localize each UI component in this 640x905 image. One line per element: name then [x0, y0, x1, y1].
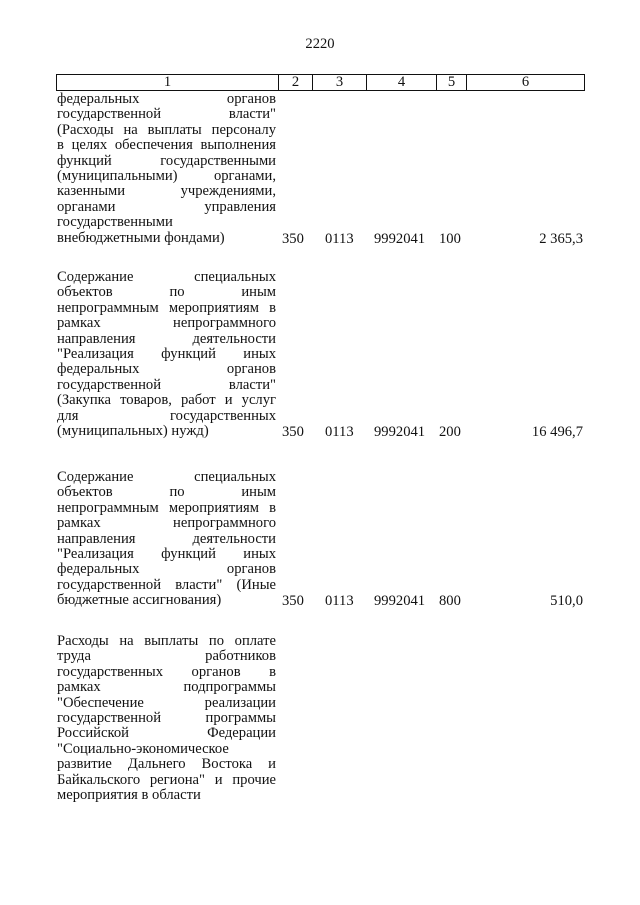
- row-description: [57, 634, 276, 803]
- description-line: "Социально-экономическое: [57, 740, 229, 757]
- row-column-4: 9992041: [374, 424, 426, 440]
- description-line: Содержание специальных: [57, 269, 276, 285]
- description-line: функций государственными: [57, 152, 276, 169]
- row-column-2: 350: [282, 593, 304, 610]
- description-line: казенными учреждениями,: [57, 183, 276, 200]
- description-line: мероприятия в области: [57, 787, 201, 804]
- description-line: государственной власти": [57, 376, 276, 393]
- row-column-6: 16 496,7: [531, 424, 583, 440]
- header-col-1: 1: [57, 75, 279, 91]
- description-line: труда работников: [57, 648, 276, 665]
- description-line: "Реализация функций иных: [57, 546, 276, 563]
- row-description: [57, 470, 276, 609]
- description-line: государственной власти": [57, 106, 276, 123]
- row-column-2: 350: [282, 230, 304, 247]
- description-line: (муниципальных) нужд): [57, 423, 209, 440]
- description-line: рамках непрограммного: [57, 315, 276, 332]
- row-description: [57, 270, 276, 439]
- description-line: (Расходы на выплаты персоналу: [57, 121, 276, 138]
- description-line: направления деятельности: [57, 330, 276, 347]
- description-line: Байкальского региона" и прочие: [57, 771, 276, 788]
- description-line: рамках подпрограммы: [57, 679, 276, 696]
- description-line: (муниципальными) органами,: [57, 168, 276, 185]
- description-line: органами управления: [57, 198, 276, 215]
- row-column-6: 510,0: [550, 593, 583, 610]
- description-line: бюджетные ассигнования): [57, 592, 222, 609]
- description-line: "Реализация функций иных: [57, 346, 276, 363]
- description-line: государственной власти" (Иные: [57, 576, 276, 593]
- page-number: 2220: [305, 36, 335, 52]
- table-header: [56, 74, 585, 91]
- header-col-5: 5: [437, 75, 467, 91]
- row-description: [57, 92, 276, 246]
- row-column-2: 350: [282, 424, 304, 440]
- description-line: "Обеспечение реализации: [57, 694, 276, 711]
- row-column-3: 0113: [325, 593, 354, 610]
- header-col-2: 2: [279, 75, 313, 91]
- description-line: государственных органов в: [57, 663, 276, 680]
- row-column-4: 9992041: [374, 593, 426, 610]
- description-line: федеральных органов: [57, 91, 276, 107]
- description-line: (Закупка товаров, работ и услуг: [57, 392, 276, 409]
- row-column-5: 800: [439, 593, 461, 610]
- row-column-6: 2 365,3: [539, 230, 583, 247]
- description-line: в целях обеспечения выполнения: [57, 137, 276, 154]
- description-line: непрограммным мероприятиям в: [57, 499, 276, 516]
- row-column-5: 100: [439, 230, 461, 247]
- description-line: непрограммным мероприятиям в: [57, 299, 276, 316]
- description-line: Расходы на выплаты по оплате: [57, 633, 276, 649]
- description-line: федеральных органов: [57, 561, 276, 578]
- description-line: развитие Дальнего Востока и: [57, 756, 276, 773]
- row-column-3: 0113: [325, 230, 354, 247]
- description-line: объектов по иным: [57, 484, 276, 501]
- description-line: рамках непрограммного: [57, 515, 276, 532]
- row-column-5: 200: [439, 424, 461, 440]
- description-line: направления деятельности: [57, 530, 276, 547]
- row-column-4: 9992041: [374, 230, 426, 247]
- description-line: внебюджетными фондами): [57, 229, 225, 246]
- header-col-4: 4: [367, 75, 437, 91]
- description-line: Содержание специальных: [57, 469, 276, 485]
- header-col-6: 6: [467, 75, 585, 91]
- header-col-3: 3: [313, 75, 367, 91]
- description-line: государственными: [57, 214, 173, 231]
- description-line: Российской Федерации: [57, 725, 276, 742]
- description-line: для государственных: [57, 407, 276, 424]
- description-line: объектов по иным: [57, 284, 276, 301]
- row-column-3: 0113: [325, 424, 354, 440]
- description-line: федеральных органов: [57, 361, 276, 378]
- description-line: государственной программы: [57, 710, 276, 727]
